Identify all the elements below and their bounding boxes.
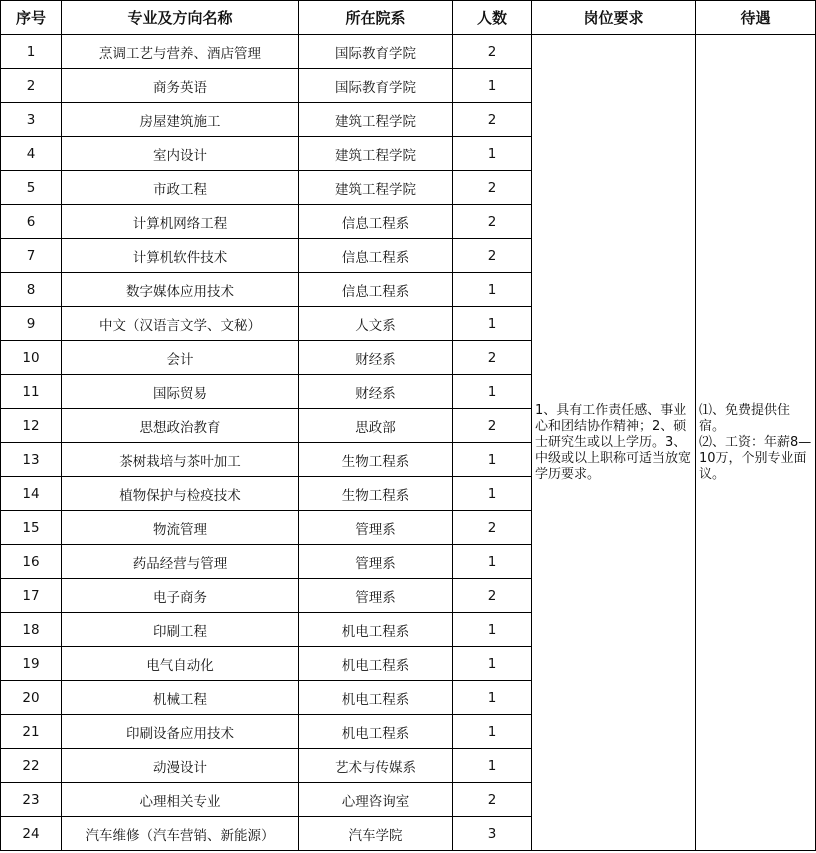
row-index: 3 xyxy=(1,103,62,137)
row-index: 18 xyxy=(1,613,62,647)
header-major: 专业及方向名称 xyxy=(62,1,299,35)
row-index: 8 xyxy=(1,273,62,307)
row-department: 建筑工程学院 xyxy=(299,171,453,205)
requirements-cell xyxy=(532,35,696,851)
row-department: 生物工程系 xyxy=(299,443,453,477)
header-count: 人数 xyxy=(453,1,532,35)
row-index: 21 xyxy=(1,715,62,749)
row-count: 2 xyxy=(453,205,532,239)
row-count: 1 xyxy=(453,715,532,749)
row-major: 室内设计 xyxy=(62,137,299,171)
row-department: 信息工程系 xyxy=(299,239,453,273)
requirements-text: 1、具有工作责任感、事业心和团结协作精神；2、硕士研究生或以上学历。3、中级或以上职称可适当放宽学历要求。 xyxy=(535,402,692,482)
row-index: 7 xyxy=(1,239,62,273)
row-major: 商务英语 xyxy=(62,69,299,103)
row-count: 1 xyxy=(453,681,532,715)
row-department: 国际教育学院 xyxy=(299,69,453,103)
row-department: 管理系 xyxy=(299,545,453,579)
row-department: 信息工程系 xyxy=(299,273,453,307)
row-count: 1 xyxy=(453,137,532,171)
row-major: 电子商务 xyxy=(62,579,299,613)
row-department: 管理系 xyxy=(299,579,453,613)
row-major: 汽车维修（汽车营销、新能源） xyxy=(62,817,299,851)
row-count: 1 xyxy=(453,477,532,511)
row-index: 2 xyxy=(1,69,62,103)
row-count: 1 xyxy=(453,69,532,103)
row-department: 机电工程系 xyxy=(299,681,453,715)
row-index: 20 xyxy=(1,681,62,715)
row-index: 24 xyxy=(1,817,62,851)
row-count: 2 xyxy=(453,239,532,273)
header-index: 序号 xyxy=(1,1,62,35)
row-major: 烹调工艺与营养、酒店管理 xyxy=(62,35,299,69)
row-department: 机电工程系 xyxy=(299,613,453,647)
row-department: 机电工程系 xyxy=(299,647,453,681)
row-department: 思政部 xyxy=(299,409,453,443)
row-major: 机械工程 xyxy=(62,681,299,715)
row-index: 23 xyxy=(1,783,62,817)
row-index: 17 xyxy=(1,579,62,613)
row-count: 1 xyxy=(453,273,532,307)
row-major: 植物保护与检疫技术 xyxy=(62,477,299,511)
row-index: 10 xyxy=(1,341,62,375)
row-index: 14 xyxy=(1,477,62,511)
benefit-housing: ⑴、免费提供住宿。 xyxy=(699,402,791,434)
header-department: 所在院系 xyxy=(299,1,453,35)
row-major: 会计 xyxy=(62,341,299,375)
row-major: 房屋建筑施工 xyxy=(62,103,299,137)
row-index: 11 xyxy=(1,375,62,409)
row-count: 1 xyxy=(453,749,532,783)
row-count: 2 xyxy=(453,35,532,69)
row-count: 2 xyxy=(453,511,532,545)
row-department: 人文系 xyxy=(299,307,453,341)
row-count: 1 xyxy=(453,545,532,579)
row-count: 2 xyxy=(453,103,532,137)
row-count: 2 xyxy=(453,783,532,817)
row-index: 12 xyxy=(1,409,62,443)
row-major: 印刷工程 xyxy=(62,613,299,647)
row-index: 15 xyxy=(1,511,62,545)
row-index: 5 xyxy=(1,171,62,205)
header-row xyxy=(1,1,816,35)
row-major: 茶树栽培与茶叶加工 xyxy=(62,443,299,477)
row-index: 13 xyxy=(1,443,62,477)
row-department: 财经系 xyxy=(299,341,453,375)
row-count: 3 xyxy=(453,817,532,851)
row-major: 药品经营与管理 xyxy=(62,545,299,579)
row-department: 财经系 xyxy=(299,375,453,409)
row-major: 市政工程 xyxy=(62,171,299,205)
row-department: 国际教育学院 xyxy=(299,35,453,69)
row-count: 1 xyxy=(453,613,532,647)
row-count: 1 xyxy=(453,375,532,409)
row-major: 计算机软件技术 xyxy=(62,239,299,273)
row-major: 印刷设备应用技术 xyxy=(62,715,299,749)
row-department: 信息工程系 xyxy=(299,205,453,239)
benefits-cell xyxy=(696,35,816,851)
row-index: 1 xyxy=(1,35,62,69)
row-count: 2 xyxy=(453,579,532,613)
row-department: 生物工程系 xyxy=(299,477,453,511)
row-department: 机电工程系 xyxy=(299,715,453,749)
header-requirements: 岗位要求 xyxy=(532,1,696,35)
row-department: 汽车学院 xyxy=(299,817,453,851)
row-index: 9 xyxy=(1,307,62,341)
benefit-salary: ⑵、工资：年薪8—10万，个别专业面议。 xyxy=(699,434,812,482)
row-count: 2 xyxy=(453,409,532,443)
row-department: 心理咨询室 xyxy=(299,783,453,817)
row-major: 物流管理 xyxy=(62,511,299,545)
row-department: 艺术与传媒系 xyxy=(299,749,453,783)
row-index: 6 xyxy=(1,205,62,239)
row-department: 建筑工程学院 xyxy=(299,137,453,171)
row-major: 思想政治教育 xyxy=(62,409,299,443)
row-major: 动漫设计 xyxy=(62,749,299,783)
row-department: 建筑工程学院 xyxy=(299,103,453,137)
row-index: 22 xyxy=(1,749,62,783)
row-major: 心理相关专业 xyxy=(62,783,299,817)
row-major: 中文（汉语言文学、文秘） xyxy=(62,307,299,341)
row-count: 1 xyxy=(453,647,532,681)
row-index: 4 xyxy=(1,137,62,171)
row-count: 1 xyxy=(453,443,532,477)
header-benefits: 待遇 xyxy=(696,1,816,35)
row-count: 1 xyxy=(453,307,532,341)
row-major: 计算机网络工程 xyxy=(62,205,299,239)
row-major: 国际贸易 xyxy=(62,375,299,409)
row-count: 2 xyxy=(453,341,532,375)
row-major: 电气自动化 xyxy=(62,647,299,681)
row-major: 数字媒体应用技术 xyxy=(62,273,299,307)
row-index: 16 xyxy=(1,545,62,579)
row-index: 19 xyxy=(1,647,62,681)
row-count: 2 xyxy=(453,171,532,205)
row-department: 管理系 xyxy=(299,511,453,545)
table-row xyxy=(1,35,816,69)
